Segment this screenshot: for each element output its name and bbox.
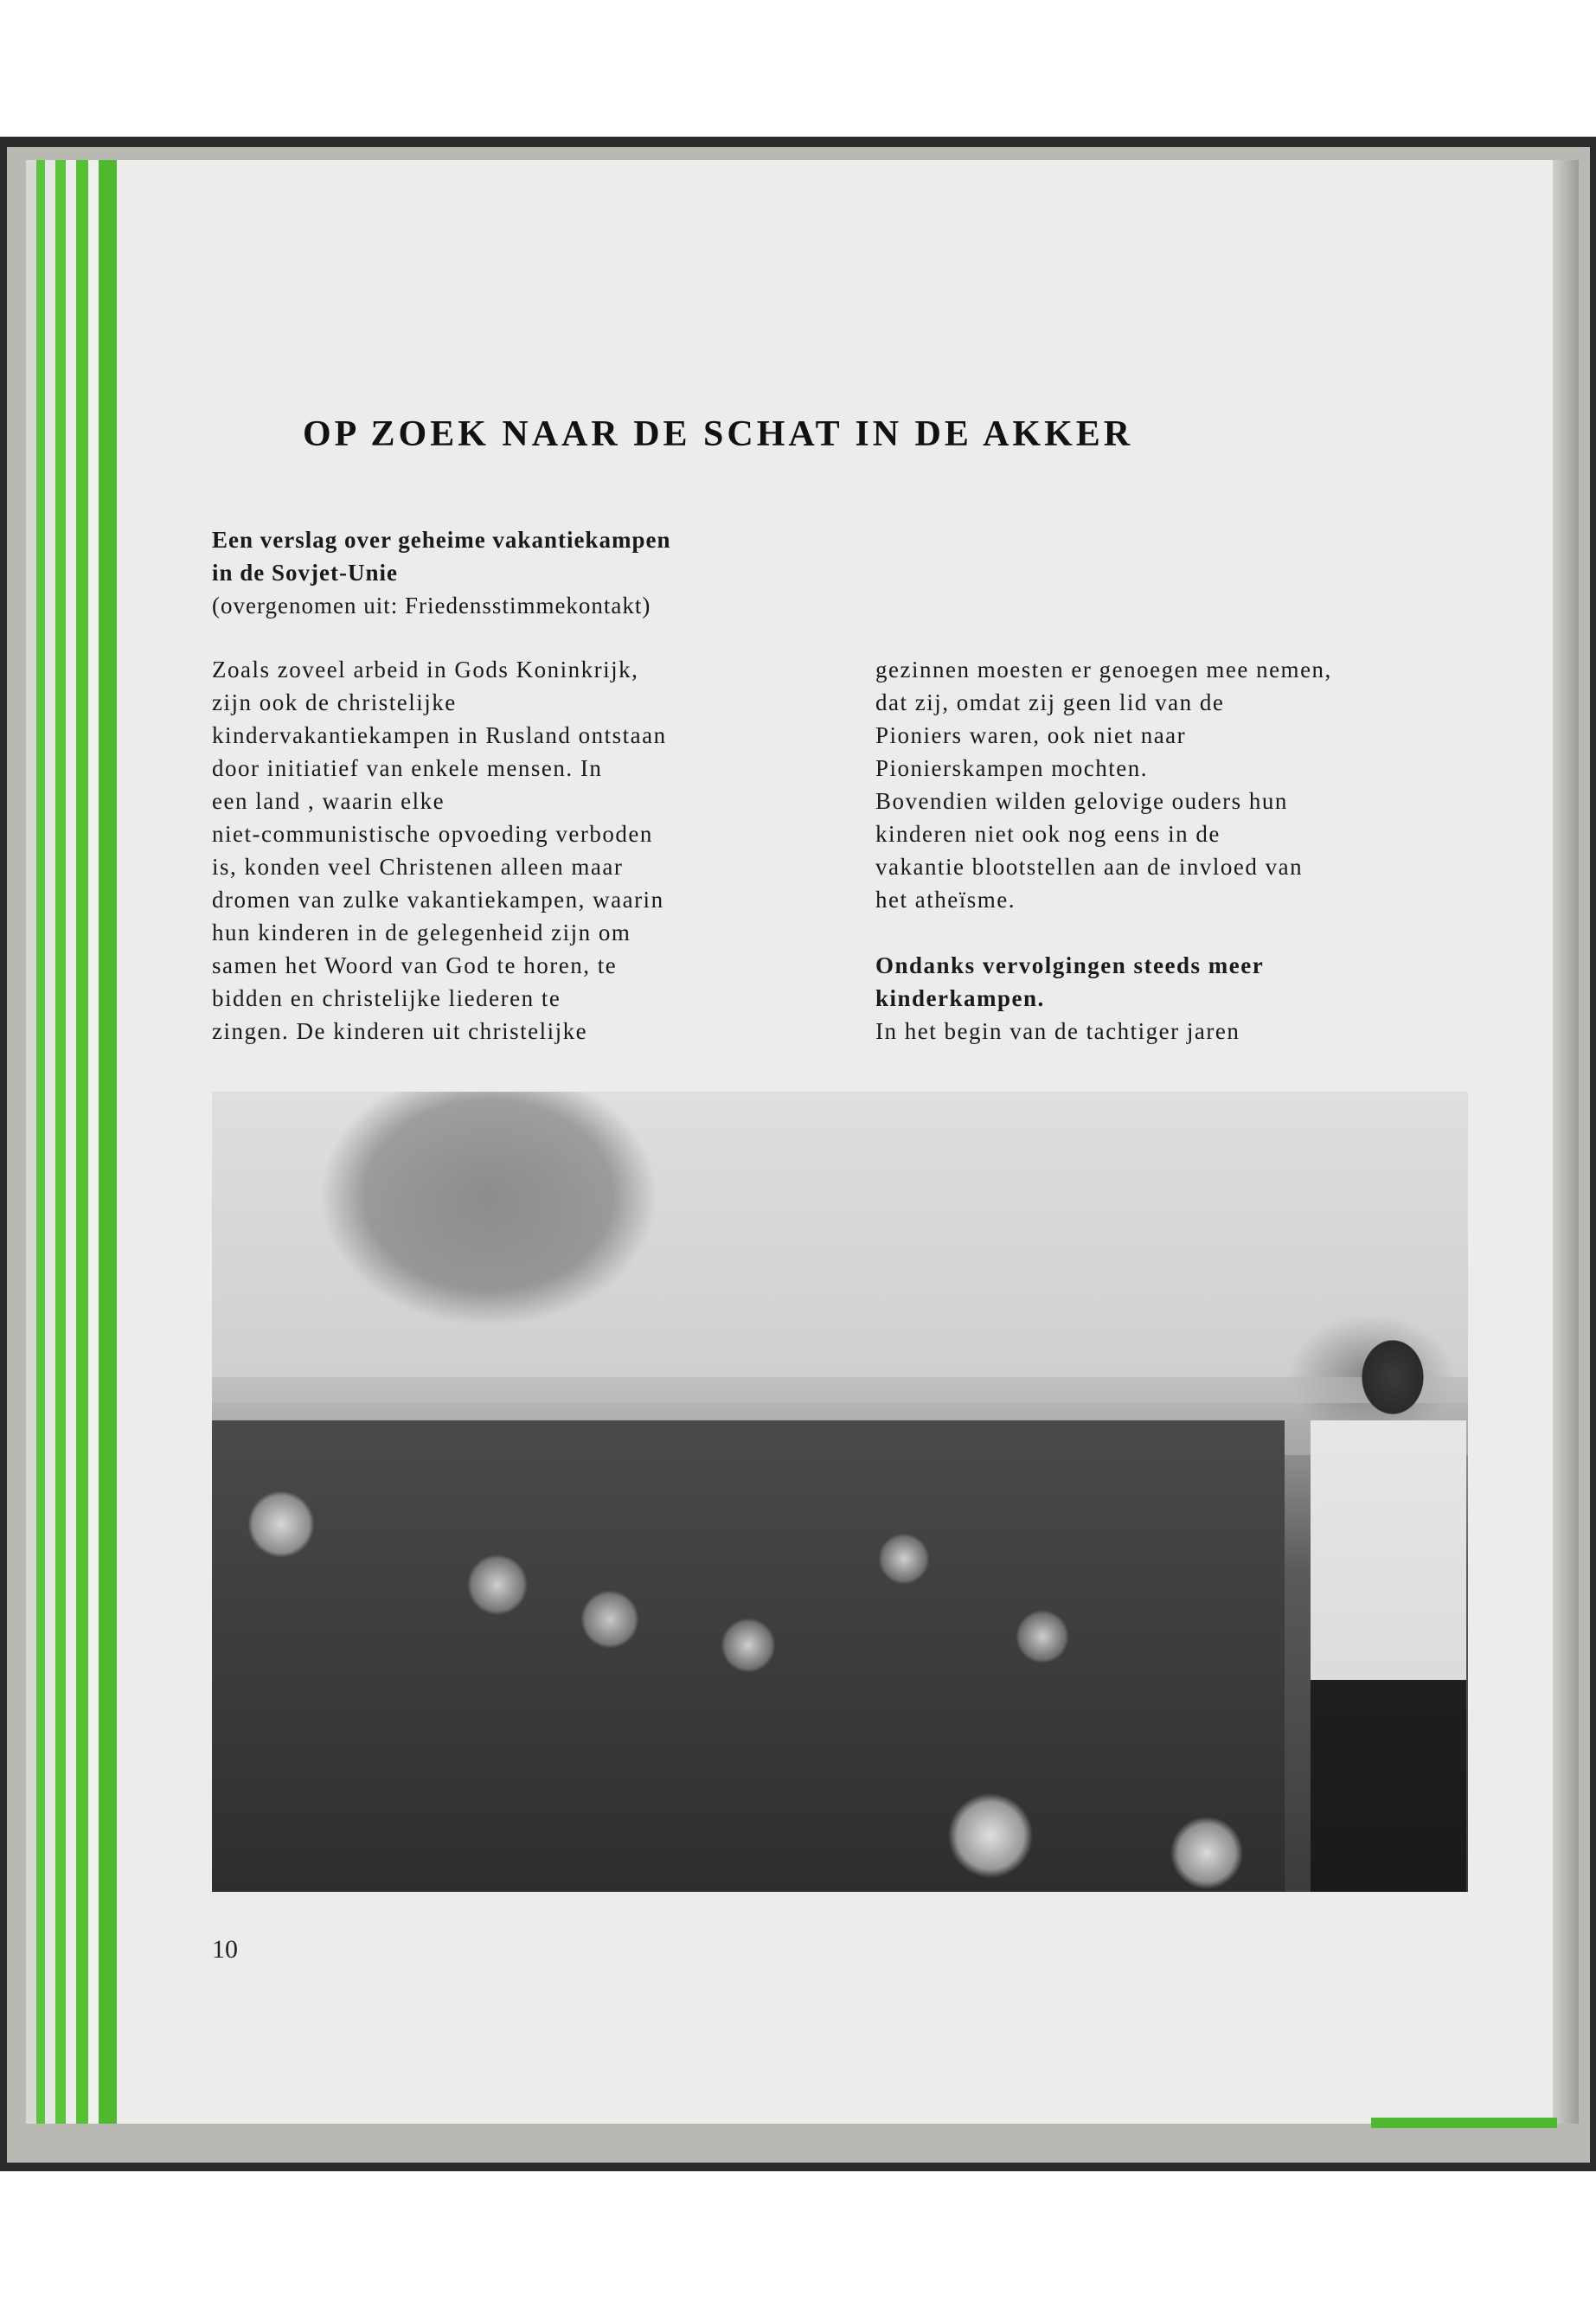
text-line: een land , waarin elke — [212, 788, 445, 814]
page-number: 10 — [212, 1935, 238, 1964]
photo-sky — [212, 1092, 1468, 1403]
page-edge-bottom — [1371, 2118, 1557, 2128]
text-line: Pioniers waren, ook niet naar — [875, 722, 1187, 748]
text-line: samen het Woord van God te horen, te — [212, 952, 618, 978]
paragraph-gap — [875, 916, 1481, 949]
left-column — [212, 653, 852, 1048]
text-line: door initiatief van enkele mensen. In — [212, 755, 603, 781]
text-line: niet-communistische opvoeding verboden — [212, 821, 653, 847]
text-line: is, konden veel Christenen alleen maar — [212, 854, 624, 880]
text-line: In het begin van de tachtiger jaren — [875, 1018, 1240, 1044]
article-intro — [212, 523, 852, 622]
right-column — [875, 653, 1481, 1048]
text-line: het atheïsme. — [875, 887, 1016, 913]
intro-line: Een verslag over geheime vakantiekampen — [212, 527, 671, 553]
subheading-line: Ondanks vervolgingen steeds meer — [875, 952, 1265, 978]
text-line: Pionierskampen mochten. — [875, 755, 1148, 781]
subheading-line: kinderkampen. — [875, 985, 1045, 1011]
photo-children-crowd — [212, 1420, 1285, 1892]
text-line: dromen van zulke vakantiekampen, waarin — [212, 887, 664, 913]
text-line: gezinnen moesten er genoegen mee nemen, — [875, 657, 1332, 683]
photo-conductor — [1311, 1317, 1466, 1892]
text-line: Bovendien wilden gelovige ouders hun — [875, 788, 1288, 814]
text-line: hun kinderen in de gelegenheid zijn om — [212, 920, 631, 945]
text-line: zingen. De kinderen uit christelijke — [212, 1018, 588, 1044]
intro-source: (overgenomen uit: Friedensstimmekontakt) — [212, 593, 651, 619]
page-edge-stripes — [26, 160, 117, 2124]
text-line: Zoals zoveel arbeid in Gods Koninkrijk, — [212, 657, 639, 683]
text-line: kinderen niet ook nog eens in de — [875, 821, 1221, 847]
text-line: vakantie blootstellen aan de invloed van — [875, 854, 1304, 880]
article-title: OP ZOEK NAAR DE SCHAT IN DE AKKER — [303, 414, 1134, 454]
text-line: kindervakantiekampen in Rusland ontstaan — [212, 722, 667, 748]
text-line: bidden en christelijke liederen te — [212, 985, 561, 1011]
text-line: zijn ook de christelijke — [212, 689, 457, 715]
text-line: dat zij, omdat zij geen lid van de — [875, 689, 1225, 715]
book-spine — [1553, 160, 1579, 2124]
photo-children-camp — [212, 1092, 1468, 1892]
intro-line: in de Sovjet-Unie — [212, 560, 398, 586]
